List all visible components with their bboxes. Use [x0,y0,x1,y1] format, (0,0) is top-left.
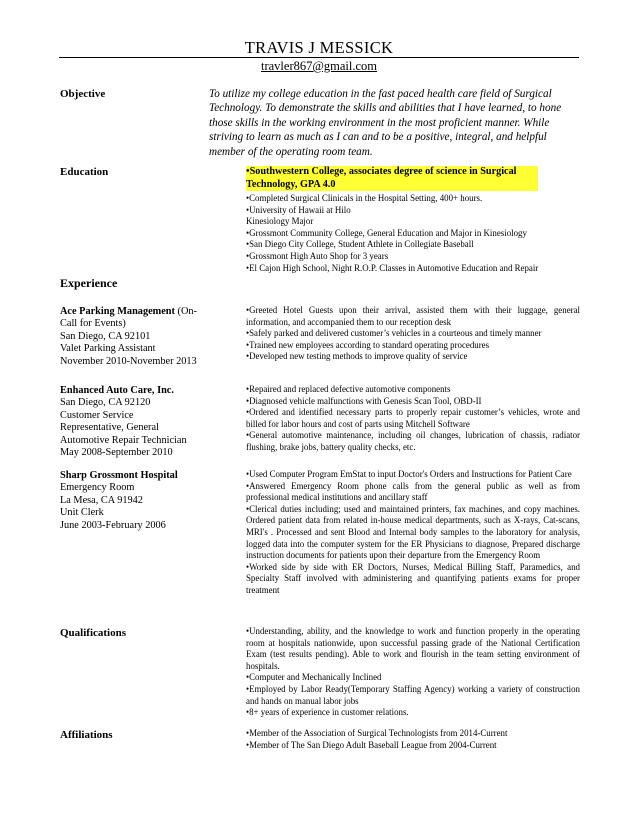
qualification-item: • Employed by Labor Ready(Temporary Staffing Agency) working a variety of construction and hands on manual labor jobs [246,684,580,707]
job-sharp-grossmont-info [60,470,205,532]
education-item: • Completed Surgical Clinicals in the Hospital Setting, 400+ hours. [246,193,580,205]
education-heading: Education [60,166,109,178]
job-title: Ace Parking Management [60,306,175,317]
job-bullet: • Diagnosed vehicle malfunctions with Genesis Scan Tool, OBD-II [246,396,580,408]
job-line: Valet Parking Assistant [60,343,156,355]
job-line: Automotive Repair Technician [60,434,187,446]
job-line: Customer Service [60,409,134,421]
affiliations-heading: Affiliations [60,729,113,741]
job-line: November 2010-November 2013 [60,355,197,367]
job-enhanced-auto-info [60,385,205,459]
job-line: San Diego, CA 92120 [60,397,151,409]
job-line: June 2003-February 2006 [60,519,166,531]
education-items [246,193,580,274]
job-bullet: • Answered Emergency Room phone calls from the general public as well as from professional medical institutions and ancillary staff [246,481,580,504]
education-item: • Grossmont Community College, General Education and Major in Kinesiology [246,228,580,240]
job-bullet: • General automotive maintenance, including oil changes, lubrication of chassis, radiator flushing, brake jobs, battery quality checks, etc. [246,430,580,453]
affiliation-item: • Member of the Association of Surgical Technologists from 2014-Current [246,728,580,740]
job-bullet: • Used Computer Program EmStat to input Doctor's Orders and Instructions for Patient Care [246,469,580,481]
affiliation-item: • Member of The San Diego Adult Baseball League from 2004-Current [246,740,580,752]
header-divider [59,57,579,58]
job-bullet: • Greeted Hotel Guests upon their arrival, assisted them with their luggage, general information, and accompanied them to our reception desk [246,305,580,328]
affiliations-list [246,728,580,751]
qualifications-heading: Qualifications [60,627,127,639]
job-ace-parking-info [60,306,205,368]
job-enhanced-auto-duties [246,384,580,454]
education-item: • El Cajon High School, Night R.O.P. Classes in Automotive Education and Repair [246,263,580,275]
job-line: Emergency Room [60,482,135,494]
job-line: May 2008-September 2010 [60,447,173,459]
job-line: La Mesa, CA 91942 [60,494,143,506]
job-line: Unit Clerk [60,507,104,519]
qualification-item: • Understanding, ability, and the knowledge to work and function properly in the operating room at hospitals nationwide, upon successful passing grade of the National Certification Exam (test results pending). Able to work and flourish in the team setting environment of hospitals. [246,626,580,672]
education-item: • University of Hawaii at Hilo [246,205,580,217]
job-title-suffix: (On-Call for Events) [60,306,197,330]
job-bullet: • Trained new employees according to standard operating procedures [246,340,580,352]
objective-heading: Objective [60,88,106,100]
job-title: Enhanced Auto Care, Inc. [60,385,174,396]
job-sharp-grossmont-duties [246,469,580,597]
job-bullet: • Developed new testing methods to improve quality of service [246,351,580,363]
job-line: Representative, General [60,422,159,434]
qualification-item: • Computer and Mechanically Inclined [246,672,580,684]
job-title: Sharp Grossmont Hospital [60,470,178,481]
education-item: • Grossmont High Auto Shop for 3 years [246,251,580,263]
job-bullet: • Worked side by side with ER Doctors, Nurses, Medical Billing Staff, Paramedics, and Specialty Staff involved with administering and quantifying patients exams for proper treatment [246,562,580,597]
education-item: Kinesiology Major [246,216,314,227]
qualification-item: • 8+ years of experience in customer relations. [246,707,580,719]
job-line: San Diego, CA 92101 [60,330,151,342]
job-bullet: • Ordered and identified necessary parts to properly repair customer’s vehicles, wrote and billed for labor hours and cost of parts using Mitchell Software [246,407,580,430]
education-highlight: • Southwestern College, associates degree of science in Surgical Technology, GPA 4.0 [246,166,538,191]
email-link[interactable]: travler867@gmail.com [261,59,377,73]
qualifications-list [246,626,580,719]
objective-text: To utilize my college education in the fast paced health care field of Surgical Technology. To demonstrate the skills and abilities that I have learned, to hone those skills in the working environment in the most proficient manner. While striving to learn as much as I can and to be a positive, integral, and helpful member of the operating room team. [209,88,562,158]
education-list [246,166,538,191]
job-ace-parking-duties [246,305,580,363]
job-bullet: • Clerical duties including; used and maintained printers, fax machines, and copy machines. Ordered patient data from related in-house medical departments, such as X-rays, Cat-scans, MRI's . Processed and sent Blood and Internal body samples to the laboratory for analysis, logged data into the computer system for the ER Physicians to diagnose, Prepared discharge instruction documents for patients upon their departure from the Emergency Room [246,504,580,562]
job-bullet: • Repaired and replaced defective automotive components [246,384,580,396]
experience-heading: Experience [60,276,118,290]
education-item: • San Diego City College, Student Athlete in Collegiate Baseball [246,239,580,251]
job-bullet: • Safely parked and delivered customer’s vehicles in a courteous and timely manner [246,328,580,340]
resume-name: TRAVIS J MESSICK [244,38,394,57]
